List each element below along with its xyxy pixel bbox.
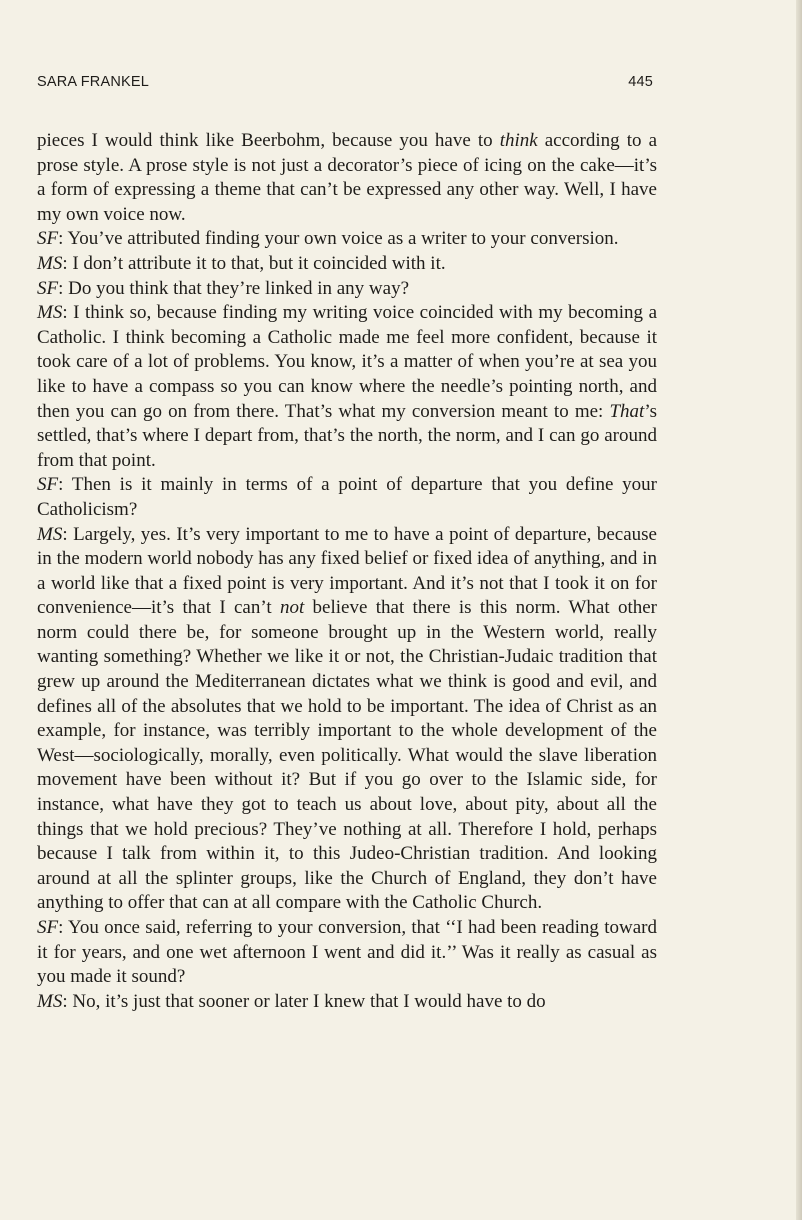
text-segment: Then is it mainly in terms of a point of departure that you define your Catholicism? (37, 474, 658, 520)
emphasized-text: not (279, 597, 305, 619)
page-number: 445 (628, 74, 653, 90)
speaker-label: SF (37, 228, 59, 250)
speaker-label: MS (37, 990, 63, 1012)
text-segment: You’ve attributed finding your own voice as a writer to your conversion. (67, 228, 619, 250)
text-segment: You once said, referring to your conversion, that ‘‘I had been reading toward it for years, and one wet afternoon I went and did it.’’ Was it really as casual as you made it sound? (37, 917, 658, 988)
text-segment: Largely, yes. It’s very important to me to have a point of departure, because in the modern world nobody has any fixed belief or fixed idea of anything, and in a world like that a fixed point is very important. And it’s not that I took it on for convenience—it’s that I can’t (37, 523, 657, 619)
text-segment: pieces I would think like Beerbohm, because you have to (37, 130, 500, 151)
interview-turn-sf: SF: You’ve attributed finding your own voice as a writer to your conversion. (37, 228, 619, 250)
speaker-label: MS (37, 523, 63, 545)
text-segment: I think so, because finding my writing voice coincided with my becoming a Catholic. I think becoming a Catholic made me feel more confident, because it took care of a lot of problems. You know, it’s a matter of when you’re at sea you like to have a compass so you can know where the needle’s pointing north, and then you can go on from there. That’s what my conversion meant to me: (37, 302, 658, 422)
interview-body (37, 129, 657, 1014)
speaker-label: MS (37, 252, 63, 274)
text-segment: believe that there is this norm. What other norm could there be, for someone brought up in the Western world, really wanting something? Whether we like it or not, the Christian-Judaic tradition that grew up around the Mediterranean dictates what we think is good and evil, and defines all of the absolutes that we hold to be important. The idea of Christ as an example, for instance, was terribly important to the whole development of the West—sociologically, morally, even politically. What would the slave liberation movement have been without it? But if you go over to the Islamic side, for instance, what have they got to teach us about love, about pity, about all the things that we hold precious? They’ve nothing at all. Therefore I hold, perhaps because I talk from within it, to this Judeo-Christian tradition. And looking around at all the splinter groups, like the Church of England, they don’t have anything to offer that can at all compare with the Catholic Church. (37, 597, 657, 914)
interview-turn-ms: MS: No, it’s just that sooner or later I knew that I would have to do (37, 990, 546, 1012)
text-segment: No, it’s just that sooner or later I knew that I would have to do (72, 990, 546, 1012)
running-head-author: SARA FRANKEL (37, 74, 149, 90)
text-segment: ’s settled, that’s where I depart from, that’s the north, the norm, and I can go around from that point. (37, 400, 657, 471)
speaker-label: SF (37, 277, 59, 299)
interview-turn-sf: SF: Then is it mainly in terms of a point of departure that you define your Catholicism? (37, 474, 658, 520)
text-segment: Do you think that they’re linked in any way? (68, 277, 409, 299)
speaker-label: MS (37, 302, 63, 324)
interview-turn-ms: MS: I think so, because finding my writing voice coincided with my becoming a Catholic. I think becoming a Catholic made me feel more confident, because it took care of a lot of problems. You know, it’s a matter of when you’re at sea you like to have a compass so you can know where the needle’s pointing north, and then you can go on from there. That’s what my conversion meant to me: That’s settled, that’s where I depart from, that’s the north, the norm, and I can go around from that point. (37, 302, 658, 471)
text-segment: I don’t attribute it to that, but it coincided with it. (72, 252, 446, 274)
speaker-label: SF (37, 474, 59, 496)
speaker-label: SF (37, 917, 59, 938)
interview-turn-sf: SF: You once said, referring to your conversion, that ‘‘I had been reading toward it for years, and one wet afternoon I went and did it.’’ Was it really as casual as you made it sound? (37, 917, 658, 988)
emphasized-text: That (609, 400, 645, 422)
emphasized-text: think (499, 130, 538, 151)
interview-turn-sf: SF: Do you think that they’re linked in any way? (37, 277, 409, 299)
paragraph-continuation (37, 129, 657, 227)
running-head (37, 74, 653, 94)
text-segment: according to a prose style. A prose style is not just a decorator’s piece of icing on the cake—it’s a form of expressing a theme that can’t be expressed any other way. Well, I have my own voice now. (37, 130, 658, 225)
interview-turn-ms: MS: I don’t attribute it to that, but it coincided with it. (37, 252, 446, 274)
page-edge-shadow (796, 0, 802, 1220)
interview-turn-ms: MS: Largely, yes. It’s very important to me to have a point of departure, because in the modern world nobody has any fixed belief or fixed idea of anything, and in a world like that a fixed point is very important. And it’s not that I took it on for convenience—it’s that I can’t not believe that there is this norm. What other norm could there be, for someone brought up in the Western world, really wanting something? Whether we like it or not, the Christian-Judaic tradition that grew up around the Mediterranean dictates what we think is good and evil, and defines all of the absolutes that we hold to be important. The idea of Christ as an example, for instance, was terribly important to the whole development of the West—sociologically, morally, even politically. What would the slave liberation movement have been without it? But if you go over to the Islamic side, for instance, what have they got to teach us about love, about pity, about all the things that we hold precious? They’ve nothing at all. Therefore I hold, perhaps because I talk from within it, to this Judeo-Christian tradition. And looking around at all the splinter groups, like the Church of England, they don’t have anything to offer that can at all compare with the Catholic Church. (37, 523, 657, 914)
